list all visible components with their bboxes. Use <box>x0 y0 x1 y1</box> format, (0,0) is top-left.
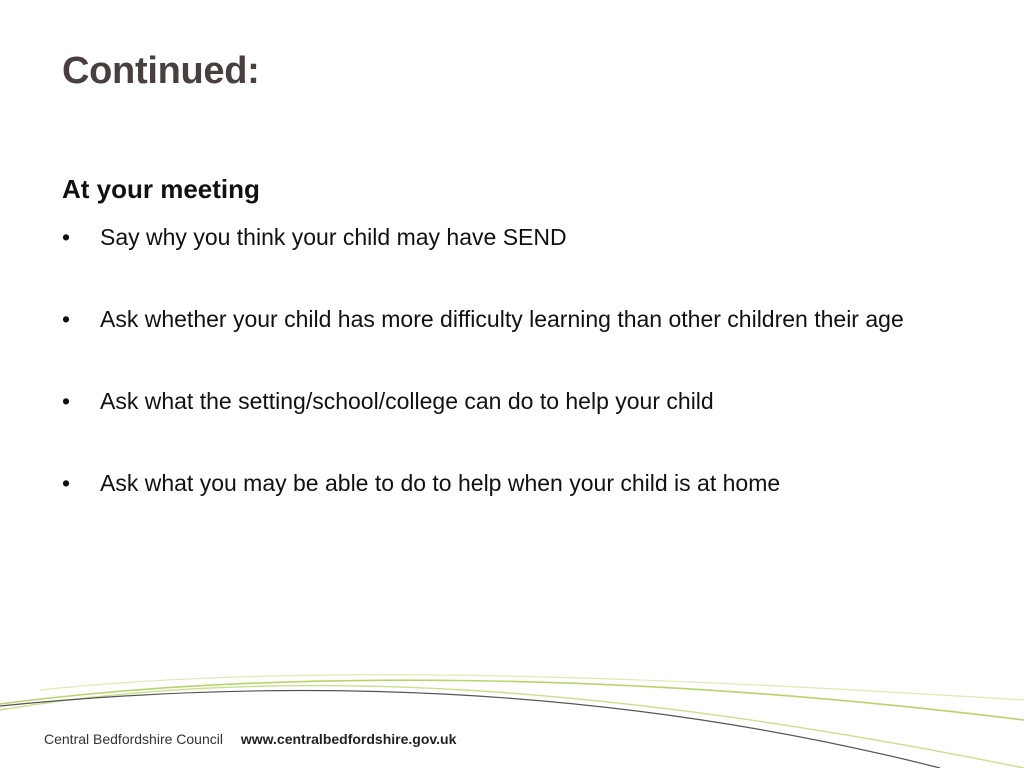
bullet-dot-icon: • <box>62 224 71 250</box>
footer-website-link[interactable]: www.centralbedfordshire.gov.uk <box>240 731 457 747</box>
footer-swoosh-decoration <box>0 660 1024 768</box>
bullet-text: Say why you think your child may have SEND <box>100 224 567 250</box>
bullet-dot-icon: • <box>62 470 71 496</box>
swoosh-dark-line <box>0 690 940 768</box>
section-heading: At your meeting <box>62 174 260 204</box>
slide-title: Continued: <box>62 50 260 92</box>
bullet-item-1 <box>62 220 942 254</box>
swoosh-green-line-lower <box>0 685 1024 768</box>
bullet-dot-icon: • <box>62 388 71 414</box>
bullet-dot-icon: • <box>62 306 71 332</box>
swoosh-green-line-upper <box>0 680 1024 720</box>
bullet-item-4 <box>62 466 942 500</box>
bullet-list <box>62 220 942 548</box>
bullet-text: Ask what the setting/school/college can do to help your child <box>100 388 714 414</box>
bullet-text: Ask whether your child has more difficulty learning than other children their age <box>100 306 904 332</box>
bullet-item-2 <box>62 302 942 336</box>
swoosh-green-line-faint <box>40 675 1024 700</box>
footer <box>44 731 456 747</box>
footer-organisation: Central Bedfordshire Council <box>44 731 223 747</box>
bullet-text: Ask what you may be able to do to help when your child is at home <box>100 470 781 496</box>
bullet-item-3 <box>62 384 942 418</box>
